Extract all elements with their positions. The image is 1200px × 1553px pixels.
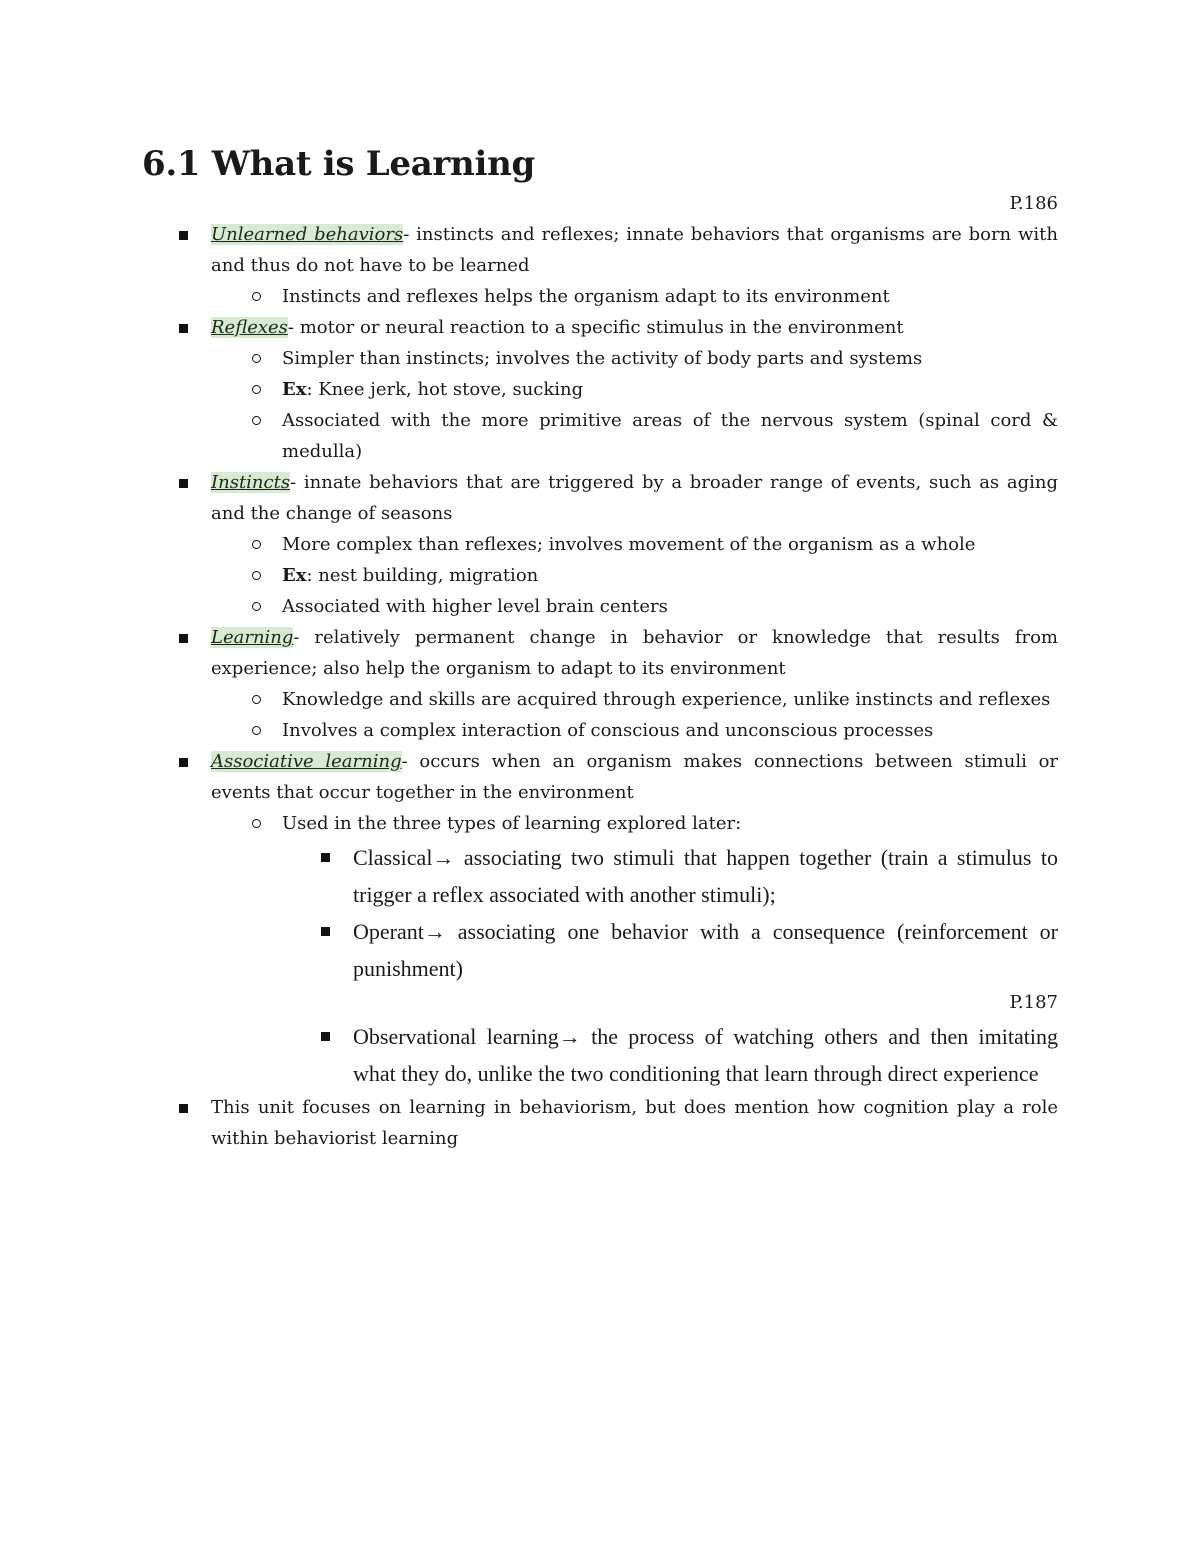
- learning-type-text: Observational learning→ the process of watching others and then imitating what they do, unlike the two conditioning that learn through direct experience: [353, 1024, 1058, 1086]
- circle-bullet-icon: [252, 385, 261, 394]
- circle-bullet-icon: [252, 819, 261, 828]
- list-item: [142, 622, 1058, 746]
- sub-list-item: [142, 684, 1058, 715]
- sub-list-item: [142, 281, 1058, 312]
- page-title: 6.1 What is Learning: [142, 144, 535, 184]
- circle-bullet-icon: [252, 602, 261, 611]
- sub-item-text: Associated with the more primitive areas of the nervous system (spinal cord & medulla): [282, 410, 1058, 462]
- circle-bullet-icon: [252, 571, 261, 580]
- list-item: [142, 746, 1058, 1092]
- circle-bullet-icon: [252, 354, 261, 363]
- square-bullet-icon: [179, 479, 188, 488]
- sub-list-item: [142, 715, 1058, 746]
- key-term: Learning: [211, 627, 294, 648]
- sub-list-item: [142, 529, 1058, 560]
- definition-text: - instincts and reflexes; innate behaviors that organisms are born with and thus do not have to be learned: [211, 224, 1058, 276]
- circle-bullet-icon: [252, 695, 261, 704]
- sub-item-text: Knowledge and skills are acquired through experience, unlike instincts and reflexes: [282, 689, 1051, 710]
- definition-text: - occurs when an organism makes connections between stimuli or events that occur together in the environment: [211, 751, 1059, 803]
- notes-list: [142, 219, 1058, 1154]
- key-term: Instincts: [211, 472, 291, 493]
- sub-list-item: [142, 808, 1058, 1092]
- square-bullet-icon: [179, 324, 188, 333]
- square-bullet-icon: [321, 853, 330, 862]
- example-label: Ex: [282, 379, 307, 400]
- key-term: Associative learning: [211, 751, 402, 772]
- sub-item-text: Involves a complex interaction of conscious and unconscious processes: [282, 720, 934, 741]
- sub-item-text: : nest building, migration: [306, 565, 539, 586]
- sub-list-item: [142, 343, 1058, 374]
- sub-item-text: Simpler than instincts; involves the activity of body parts and systems: [282, 348, 923, 369]
- square-bullet-icon: [321, 927, 330, 936]
- sub-item-text: Instincts and reflexes helps the organism adapt to its environment: [282, 286, 890, 307]
- sub-list-item: [142, 374, 1058, 405]
- key-term: Reflexes: [211, 317, 288, 338]
- sub-sub-list-item: [142, 913, 1058, 987]
- sub-item-text: Used in the three types of learning explored later:: [282, 813, 742, 834]
- definition-text: - innate behaviors that are triggered by a broader range of events, such as aging and the change of seasons: [211, 472, 1058, 524]
- sub-list-item: [142, 405, 1058, 467]
- circle-bullet-icon: [252, 416, 261, 425]
- sub-sub-list-item: [142, 1018, 1058, 1092]
- sub-list-item: [142, 591, 1058, 622]
- page-reference: P.187: [1009, 992, 1058, 1013]
- list-item: [142, 312, 1058, 467]
- sub-item-text: : Knee jerk, hot stove, sucking: [306, 379, 584, 400]
- square-bullet-icon: [179, 231, 188, 240]
- circle-bullet-icon: [252, 292, 261, 301]
- circle-bullet-icon: [252, 726, 261, 735]
- definition-text: - motor or neural reaction to a specific stimulus in the environment: [287, 317, 904, 338]
- sub-item-text: More complex than reflexes; involves movement of the organism as a whole: [282, 534, 976, 555]
- learning-type-text: Classical→ associating two stimuli that happen together (train a stimulus to trigger a reflex associated with another stimuli);: [353, 845, 1058, 907]
- circle-bullet-icon: [252, 540, 261, 549]
- learning-type-text: Operant→ associating one behavior with a consequence (reinforcement or punishment): [353, 919, 1058, 981]
- square-bullet-icon: [179, 758, 188, 767]
- square-bullet-icon: [321, 1032, 330, 1041]
- definition-text: - relatively permanent change in behavior or knowledge that results from experience; also help the organism to adapt to its environment: [211, 627, 1058, 679]
- list-item: [142, 219, 1058, 312]
- page-reference: P.186: [1009, 193, 1058, 214]
- square-bullet-icon: [179, 1104, 188, 1113]
- document-page: [142, 140, 1058, 1154]
- sub-list-item: [142, 560, 1058, 591]
- sub-sub-list-item: [142, 839, 1058, 913]
- list-item: [142, 1092, 1058, 1154]
- list-item: [142, 467, 1058, 622]
- key-term: Unlearned behaviors: [211, 224, 404, 245]
- summary-text: This unit focuses on learning in behaviorism, but does mention how cognition play a role within behaviorist learning: [211, 1097, 1058, 1149]
- example-label: Ex: [282, 565, 307, 586]
- square-bullet-icon: [179, 634, 188, 643]
- sub-item-text: Associated with higher level brain centers: [282, 596, 668, 617]
